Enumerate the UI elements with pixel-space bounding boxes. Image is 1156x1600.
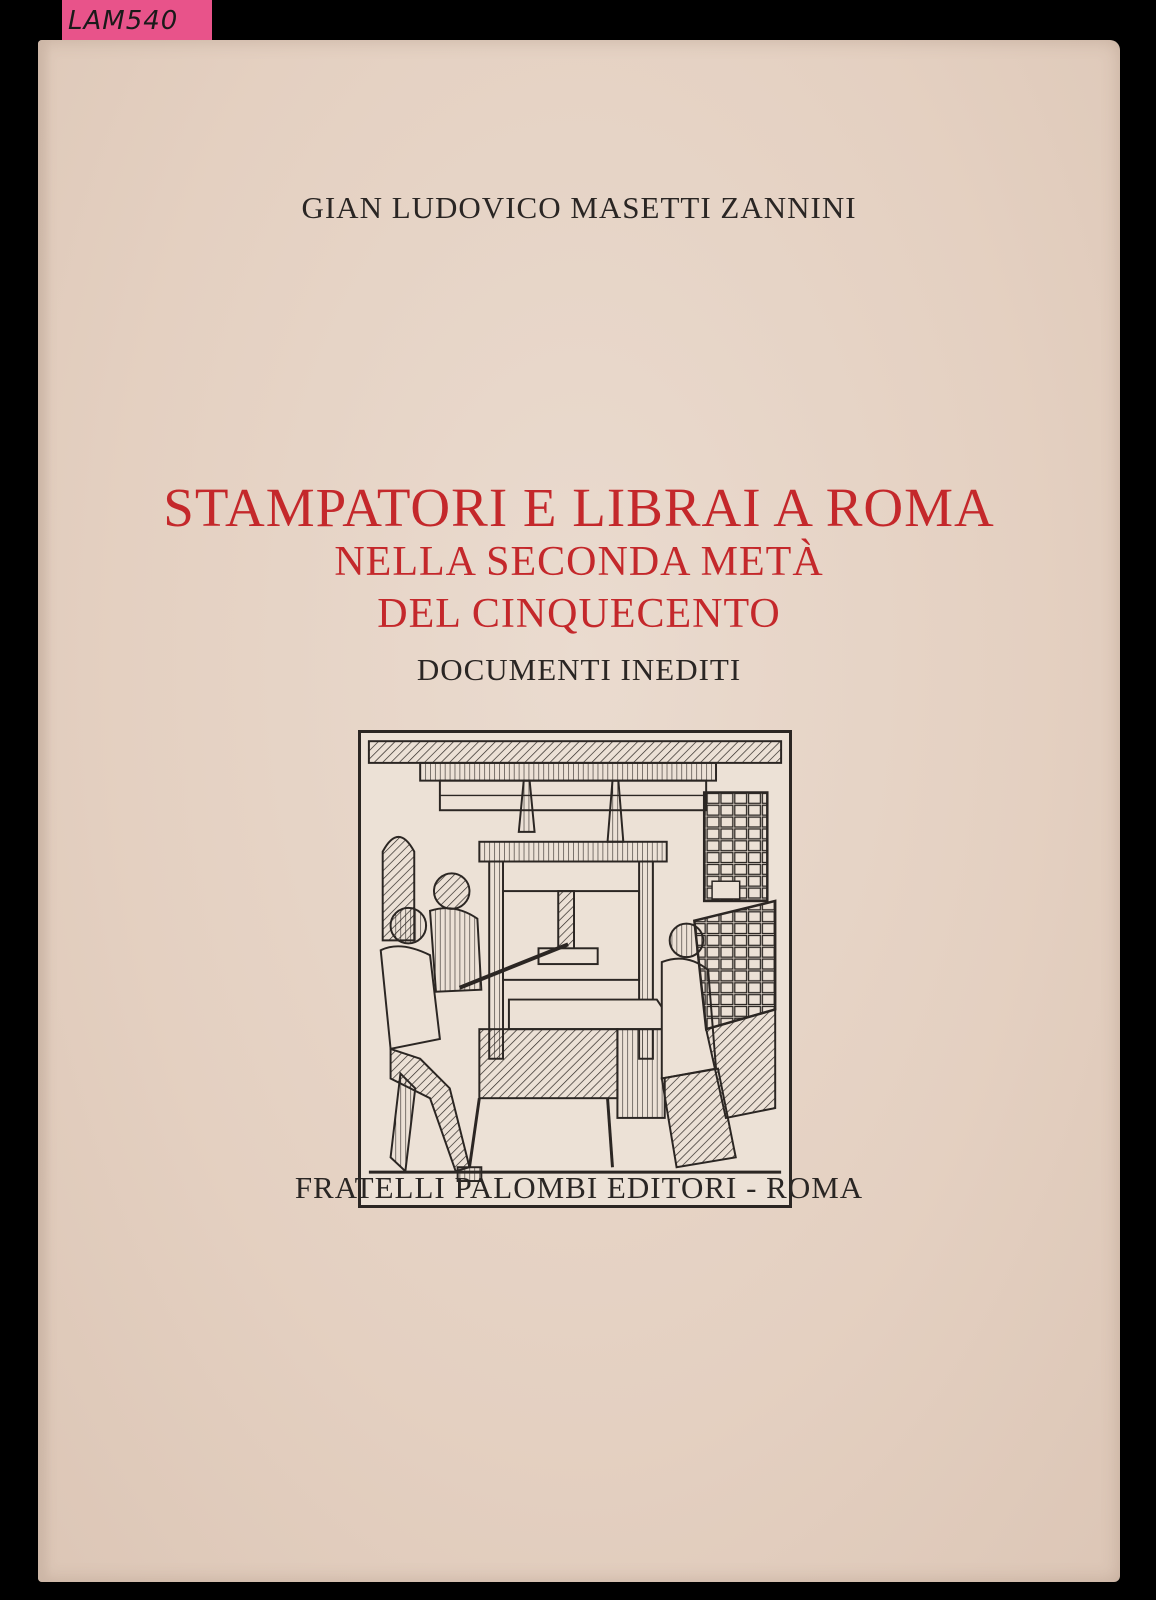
subtitle: DOCUMENTI INEDITI [416,652,742,687]
publisher-imprint: FRATELLI PALOMBI EDITORI - ROMA [294,1170,864,1205]
author-name: GIAN LUDOVICO MASETTI ZANNINI [301,190,857,225]
title-line-3: DEL CINQUECENTO [377,591,781,637]
woodcut-drawing [361,733,789,1205]
printing-press-woodcut-illustration [358,730,792,1208]
cover-spine-edge [38,40,52,1582]
archive-label-tag: LAM540 [62,0,212,42]
title-line-2: NELLA SECONDA METÀ [334,539,824,585]
title-line-1: STAMPATORI E LIBRAI A ROMA [163,477,995,538]
book-cover [38,40,1120,1582]
